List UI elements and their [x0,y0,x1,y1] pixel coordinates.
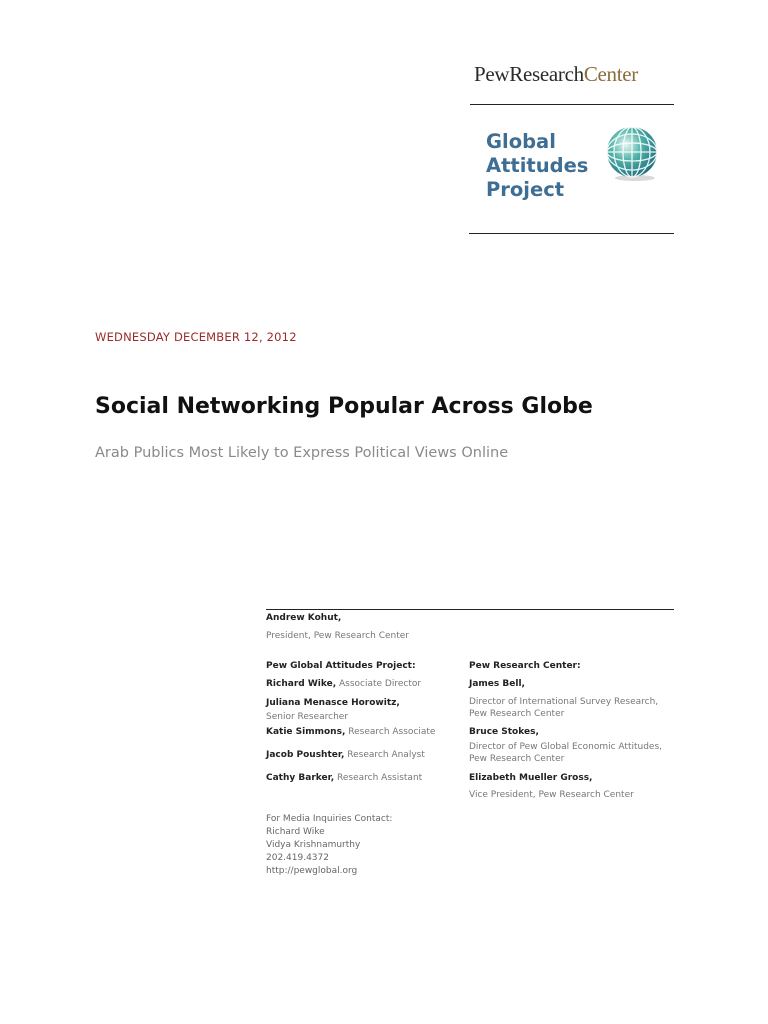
right-col-heading: Pew Research Center: [469,661,581,671]
staff-entry-role: Vice President, Pew Research Center [469,790,634,800]
staff-entry-name: Juliana Menasce Horowitz, [266,698,400,708]
report-date: WEDNESDAY DECEMBER 12, 2012 [95,330,297,344]
staff-entry: Cathy Barker, Research Assistant [266,773,423,783]
contact-heading: For Media Inquiries Contact: [266,814,393,824]
staff-entry-role: Pew Research Center [469,709,565,719]
globe-icon [602,124,662,184]
header-divider-top [470,104,674,105]
staff-entry: Richard Wike, Associate Director [266,679,422,689]
staff-entry-role: Director of International Survey Research, [469,697,659,707]
global-attitudes-project-logo [478,118,673,210]
staff-entry-role: Director of Pew Global Economic Attitudes, [469,742,663,752]
pew-research-center-logo: PewResearchCenter [474,62,639,86]
staff-entry-name: James Bell, [469,679,525,689]
contact-line: Vidya Krishnamurthy [266,840,361,850]
lead-name: Andrew Kohut, [266,613,342,623]
contact-phone: 202.419.4372 [266,853,329,863]
media-contact-block [266,813,392,878]
header-divider-bottom [469,233,674,234]
report-title: Social Networking Popular Across Globe [95,394,593,419]
staff-entry-name: Elizabeth Mueller Gross, [469,773,593,783]
logo-text: Global Attitudes Project [486,130,589,201]
staff-entry-name: Bruce Stokes, [469,727,539,737]
staff-entry: Jacob Poushter, Research Analyst [266,750,425,760]
report-subtitle: Arab Publics Most Likely to Express Political Views Online [95,445,509,461]
lead-role: President, Pew Research Center [266,631,410,641]
staff-entry: Katie Simmons, Research Associate [266,727,436,737]
contact-line: Richard Wike [266,827,325,837]
staff-entry-role: Senior Researcher [266,712,349,722]
staff-divider [266,609,674,610]
left-col-heading: Pew Global Attitudes Project: [266,661,416,671]
contact-website-link[interactable]: http://pewglobal.org [266,866,358,876]
staff-entry-role: Pew Research Center [469,754,565,764]
